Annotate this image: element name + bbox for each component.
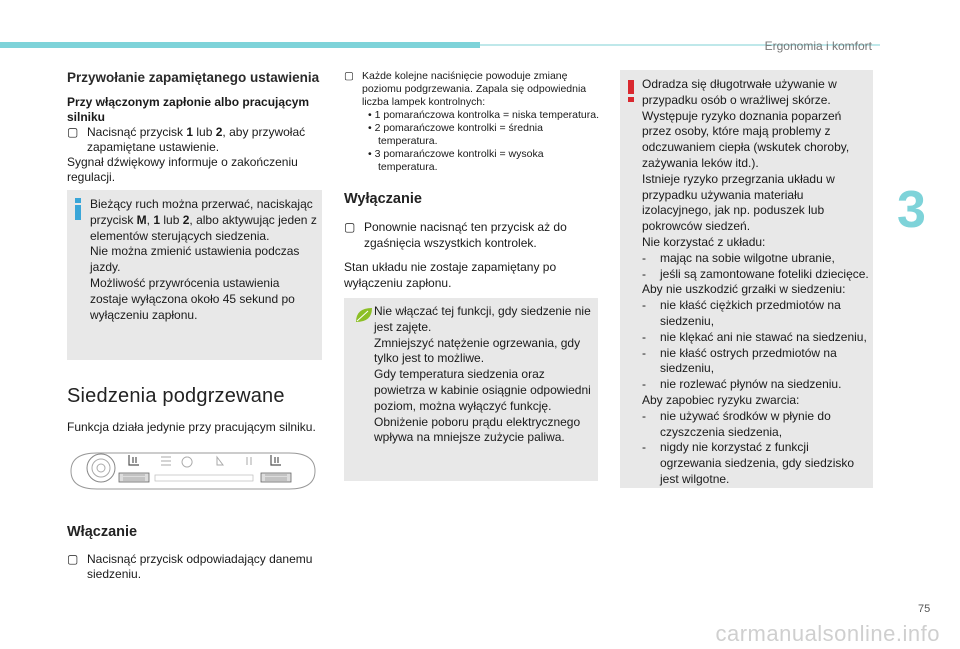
recall-section bbox=[67, 70, 325, 185]
level-item-2: • 2 pomarańczowe kontrolki = średnia temperatura. bbox=[368, 122, 543, 147]
fire-intro: Aby zapobiec ryzyku zwarcia: bbox=[642, 392, 800, 407]
damage-item-1: - nie kłaść ciężkich przedmiotów na siedzeniu, bbox=[642, 298, 841, 328]
level-item-3: • 3 pomarańczowe kontrolki = wysoka temperatura. bbox=[368, 148, 544, 173]
fire-item-2: - nigdy nie korzystać z funkcji ogrzewania siedzenia, gdy siedzisko jest wilgotne. bbox=[642, 440, 855, 486]
turn-off-step: ▢ Ponownie nacisnąć ten przycisk aż do zgaśnięcia wszystkich kontrolek. bbox=[344, 220, 567, 250]
damage-item-3: - nie kłaść ostrych przedmiotów na siedzeniu, bbox=[642, 345, 837, 376]
eco-text-2: Zmniejszyć natężenie ogrzewania, gdy tylko jest to możliwe. bbox=[374, 335, 581, 366]
recall-condition: Przy włączonym zapłonie albo pracującym silniku bbox=[67, 95, 310, 124]
square-bullet-icon: ▢ bbox=[67, 125, 79, 139]
square-bullet-icon: ▢ bbox=[344, 220, 356, 234]
warn-text-4: Nie korzystać z układu: bbox=[642, 234, 766, 249]
dont-use-item-1: - mając na sobie wilgotne ubranie, bbox=[642, 250, 835, 265]
header-accent-bar bbox=[0, 42, 480, 48]
eco-text-4: Obniżenie poboru prądu elektrycznego wpływa na mniejsze zużycie paliwa. bbox=[374, 414, 581, 445]
square-bullet-icon: ▢ bbox=[344, 70, 354, 82]
fire-item-1: - nie używać środków w płynie do czyszczenia siedzenia, bbox=[642, 408, 831, 439]
levels-section bbox=[344, 70, 599, 174]
info-text-2: Nie można zmienić ustawienia podczas jazdy. bbox=[90, 244, 300, 275]
eco-box bbox=[344, 298, 598, 481]
recall-beep: Sygnał dźwiękowy informuje o zakończeniu regulacji. bbox=[67, 155, 298, 184]
levels-intro: ▢ Każde kolejne naciśnięcie powoduje zmianę poziomu podgrzewania. Zapala się odpowiednia liczba lampek kontrolnych: bbox=[344, 70, 587, 108]
info-box bbox=[67, 190, 322, 360]
info-text-1: Bieżący ruch można przerwać, naciskając przycisk M, 1 lub 2, albo aktywując jeden z elementów sterujących siedzenia. bbox=[90, 197, 317, 243]
warn-text-3: Istnieje ryzyko przegrzania układu w przypadku używania materiału izolacyjnego, jak np. poduszek lub pokrowców siedzeń. bbox=[642, 171, 835, 234]
chapter-title: Ergonomia i komfort bbox=[764, 39, 872, 53]
warn-text-2: Występuje ryzyko doznania poparzeń przez osoby, które mają problemy z odczuwaniem ciepła (wskutek choroby, zażywania leków itd.). bbox=[642, 108, 850, 170]
heated-seats-title: Siedzenia podgrzewane bbox=[67, 385, 285, 407]
recall-step: ▢ Nacisnąć przycisk 1 lub 2, aby przywołać zapamiętane ustawienie. bbox=[67, 125, 306, 154]
damage-item-4: - nie rozlewać płynów na siedzeniu. bbox=[642, 377, 842, 392]
turn-on-step: ▢ Nacisnąć przycisk odpowiadający danemu siedzeniu. bbox=[67, 552, 313, 581]
warn-text-1: Odradza się długotrwałe używanie w przypadku osób o wrażliwej skórze. bbox=[642, 77, 837, 107]
seat-heating-panel-illustration bbox=[67, 443, 319, 499]
page-number: 75 bbox=[918, 603, 931, 615]
heated-seat-icon bbox=[129, 455, 139, 465]
dont-use-item-2: - jeśli są zamontowane foteliki dziecięce. bbox=[642, 266, 869, 281]
heated-seat-icon bbox=[271, 455, 281, 465]
turn-on-title: Włączanie bbox=[67, 524, 138, 540]
info-icon bbox=[73, 198, 83, 220]
turn-off-note: Stan układu nie zostaje zapamiętany po wyłączeniu zapłonu. bbox=[344, 260, 557, 290]
eco-text-3: Gdy temperatura siedzenia oraz powietrza w kabinie osiągnie odpowiedni poziom, można wyłączyć funkcję. bbox=[374, 367, 591, 413]
turn-off-title: Wyłączanie bbox=[344, 191, 422, 207]
level-item-1: • 1 pomarańczowa kontrolka = niska temperatura. bbox=[368, 109, 600, 121]
info-text-3: Możliwość przywrócenia ustawienia zostaje wyłączona około 45 sekund po wyłączeniu zapłonu. bbox=[90, 275, 295, 322]
damage-item-2: - nie klękać ani nie stawać na siedzeniu, bbox=[642, 329, 867, 344]
watermark: carmanualsonline.info bbox=[715, 621, 940, 646]
square-bullet-icon: ▢ bbox=[67, 552, 79, 566]
warning-box bbox=[620, 70, 873, 488]
damage-intro: Aby nie uszkodzić grzałki w siedzeniu: bbox=[642, 282, 846, 297]
eco-text-1: Nie włączać tej funkcji, gdy siedzenie nie jest zajęte. bbox=[374, 304, 591, 334]
heated-seats-text: Funkcja działa jedynie przy pracującym silniku. bbox=[67, 420, 316, 434]
warning-icon bbox=[626, 80, 636, 102]
eco-leaf-icon bbox=[354, 306, 374, 324]
recall-title: Przywołanie zapamiętanego ustawienia bbox=[67, 70, 320, 85]
chapter-number: 3 bbox=[897, 181, 926, 239]
